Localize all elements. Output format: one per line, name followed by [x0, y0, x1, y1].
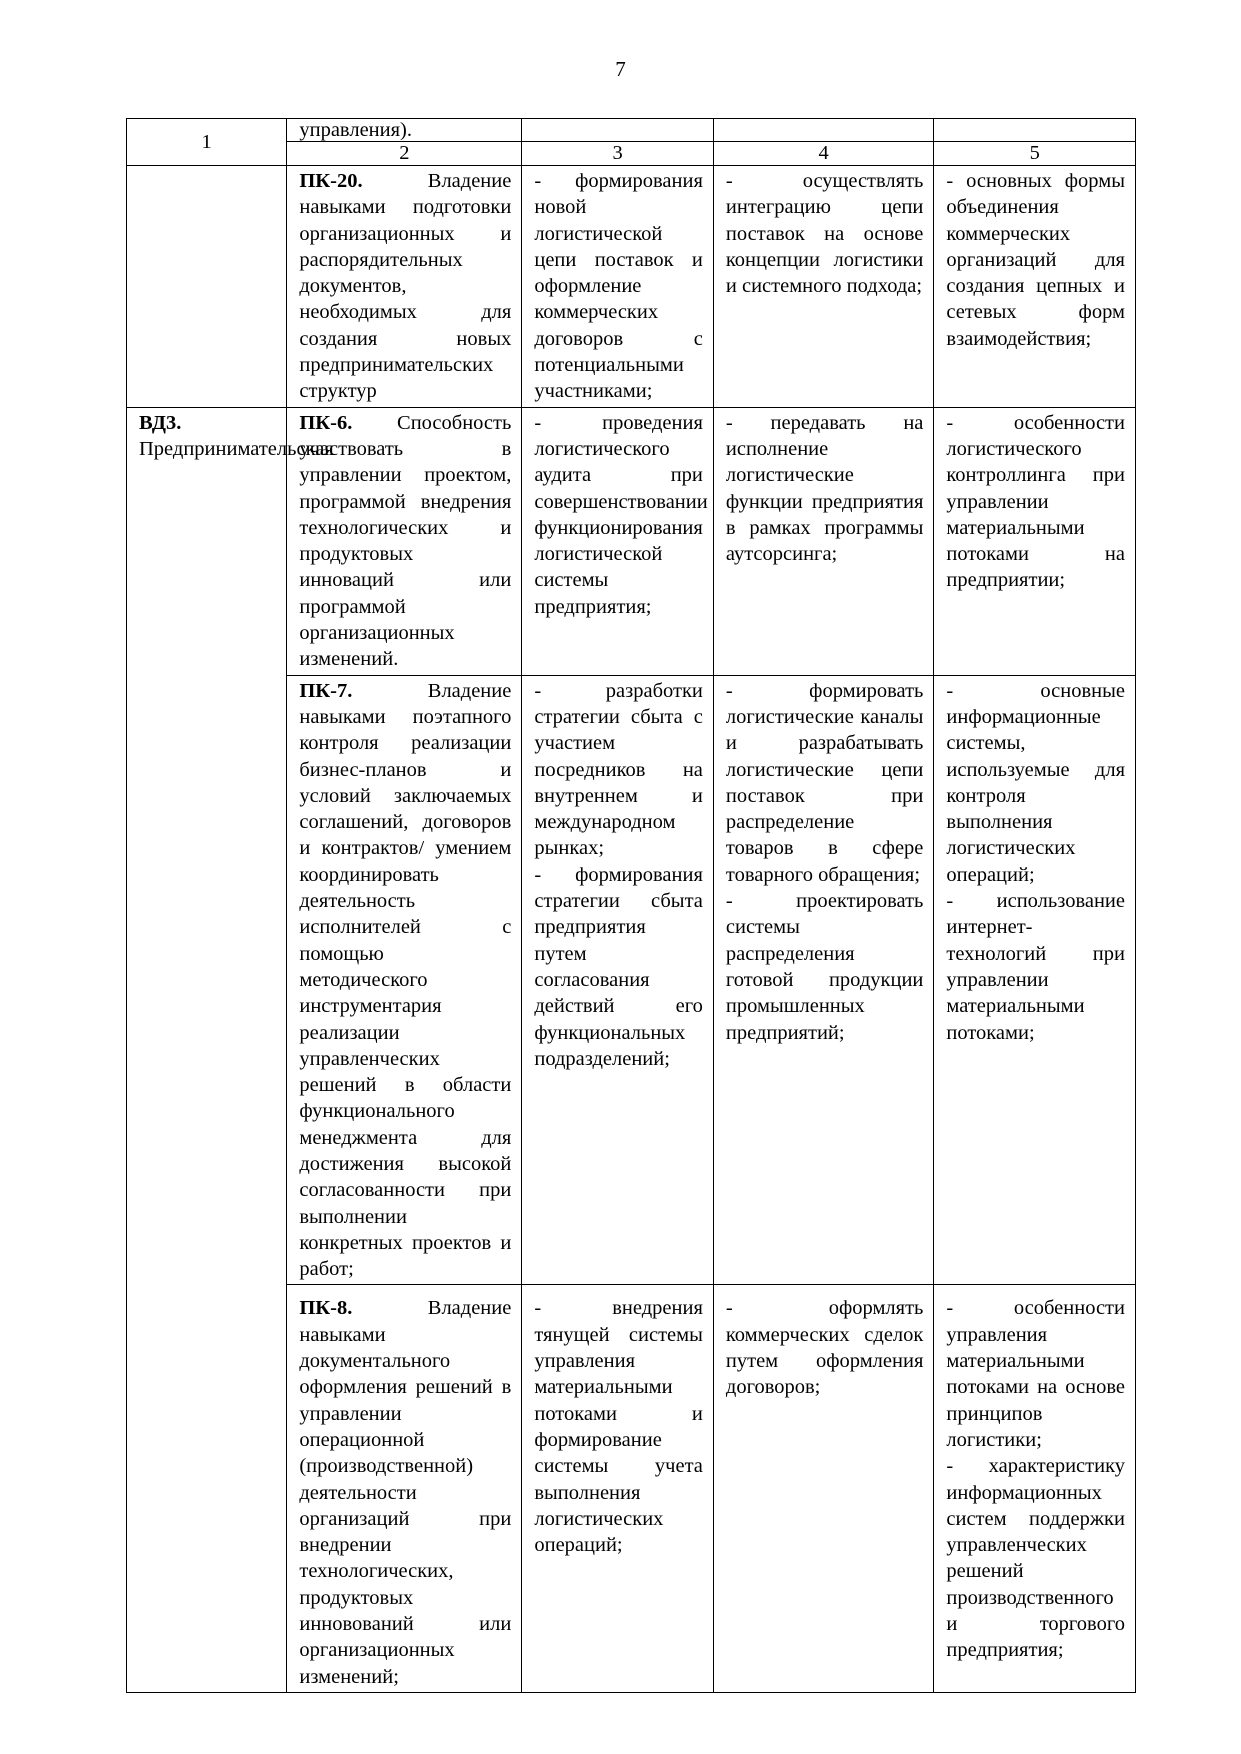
competence-text: Способность участвовать в управлении проектом, программой внедрения технологических и продуктовых инноваций или программой организационных изменений.	[299, 411, 512, 671]
skill-text-b: - характеристику информационных систем поддержки управленческих решений производственного и торгового предприятия;	[946, 1455, 1125, 1662]
able-text: - передавать на исполнение логистические функции предприятия в рамках программы аутсорсинга;	[725, 411, 924, 566]
able-text: - оформлять коммерческих сделок путем оформления договоров;	[725, 1297, 924, 1399]
know-text: - формирования новой логистической цепи поставок и оформление коммерческих договоров с потенциальными участниками;	[534, 170, 703, 403]
competence-table	[126, 118, 1136, 1693]
competence-code: ПК-7.	[299, 679, 353, 702]
skill-text-a: - особенности управления материальными потоками на основе принципов логистики;	[946, 1297, 1125, 1451]
skill-cell-pk6	[934, 407, 1136, 675]
competence-cell-pk8	[287, 1285, 522, 1692]
know-cell-pk20	[522, 166, 714, 408]
skill-text: - особенности логистического контроллинга при управлении материальными потоками на предприятии;	[946, 411, 1125, 592]
competence-text: Владение навыками поэтапного контроля реализации бизнес-планов и условий заключаемых соглашений, договоров и контрактов/ умением координировать деятельность исполнителей с помощью методического инструментария реализации управленческих решений в области функционального менеджмента для достижения высокой согласованности при выполнении конкретных проектов и работ;	[299, 679, 512, 1281]
know-text: - проведения логистического аудита при совершенствовании функционирования логистической системы предприятия;	[534, 411, 708, 618]
competence-code: ПК-20.	[299, 170, 363, 192]
able-text: - осуществлять интеграцию цепи поставок на основе концепции логистики и системного подхода;	[725, 170, 924, 298]
able-cell-pk7	[713, 675, 934, 1285]
able-cell-pk20	[713, 166, 934, 408]
block-text: Предпринимательская	[139, 437, 334, 460]
know-cell-pk8	[522, 1285, 714, 1692]
header-cell-3	[522, 142, 714, 166]
block-code: ВД3.	[139, 411, 182, 434]
carry-over-text: управления).	[299, 119, 412, 141]
know-text-b: - формирования стратегии сбыта предприятия путем согласования действий его функциональных подразделений;	[534, 863, 703, 1070]
header-number-5: 5	[1029, 142, 1040, 164]
know-cell-pk6	[522, 407, 714, 675]
page-number: 7	[615, 57, 626, 81]
skill-text-a: - основные информационные системы, используемые для контроля выполнения логистических операций;	[946, 679, 1125, 886]
carry-over-empty-3	[522, 119, 714, 142]
header-number-1: 1	[201, 130, 212, 153]
competence-cell-pk20	[287, 166, 522, 408]
header-cell-1	[127, 119, 287, 166]
know-cell-pk7	[522, 675, 714, 1285]
competence-text: Владение навыками подготовки организационных и распорядительных документов, необходимых для создания новых предпринимательских структур	[299, 170, 512, 403]
header-cell-5	[934, 142, 1136, 166]
competence-code: ПК-6.	[299, 411, 353, 434]
header-number-2: 2	[399, 142, 410, 164]
block-cell-empty	[127, 166, 287, 408]
skill-cell-pk20	[934, 166, 1136, 408]
skill-cell-pk8	[934, 1285, 1136, 1692]
carry-over-cell	[287, 119, 522, 142]
able-text-b: - проектировать системы распределения готовой продукции промышленных предприятий;	[725, 890, 924, 1044]
know-text-a: - разработки стратегии сбыта с участием посредников на внутреннем и международном рынках;	[534, 679, 703, 860]
able-cell-pk6	[713, 407, 934, 675]
skill-text-b: - использование интернет-технологий при управлении материальными потоками;	[946, 890, 1125, 1044]
carry-over-empty-4	[713, 119, 934, 142]
competence-cell-pk6	[287, 407, 522, 675]
header-cell-4	[713, 142, 934, 166]
carry-over-empty-5	[934, 119, 1136, 142]
skill-cell-pk7	[934, 675, 1136, 1285]
header-cell-2	[287, 142, 522, 166]
able-text-a: - формировать логистические каналы и разрабатывать логистические цепи поставок при распределение товаров в сфере товарного обращения;	[725, 679, 924, 886]
skill-text: - основных формы объединения коммерческих организаций для создания цепных и сетевых форм взаимодействия;	[946, 170, 1125, 350]
competence-code: ПК-8.	[299, 1297, 353, 1320]
competence-cell-pk7	[287, 675, 522, 1285]
competence-text: Владение навыками документального оформления решений в управлении операционной (производственной) деятельности организаций при внедрении технологических, продуктовых инновований или организационных изменений;	[299, 1297, 512, 1688]
header-number-4: 4	[818, 142, 829, 164]
header-number-3: 3	[612, 142, 623, 164]
know-text: - внедрения тянущей системы управления материальными потоками и формирование системы учета выполнения логистических операций;	[534, 1297, 703, 1557]
able-cell-pk8	[713, 1285, 934, 1692]
